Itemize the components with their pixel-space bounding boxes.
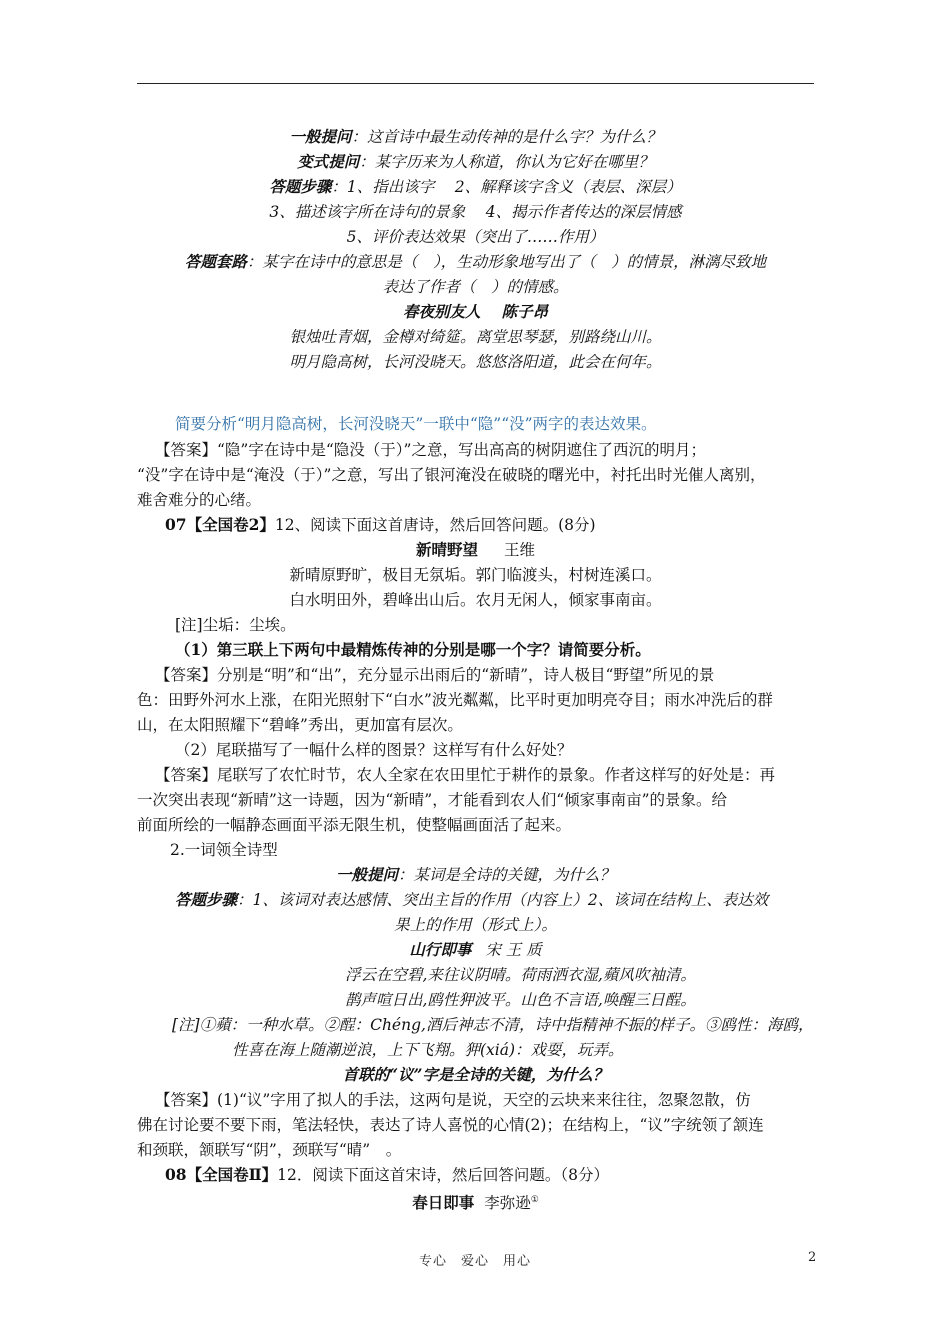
question-header — [165, 1165, 842, 1185]
answer-text: 前面所绘的一幅静态画面平添无限生机，使整幅画面活了起来。 — [137, 816, 572, 834]
poem-title: 春日即事 — [412, 1193, 475, 1213]
poem-line: 浮云在空碧,来往议阴晴。荷雨洒衣湿,蘋风吹袖清。 — [345, 966, 696, 984]
question-source: 07【全国卷2】 — [165, 515, 275, 534]
answer-text: 【答案】分别是“明”和“出”，充分显示出雨后的“新晴”，诗人极目“野望”所见的景 — [155, 666, 715, 684]
variant-question-text: ：某字历来为人称道，你认为它好在哪里？ — [359, 153, 654, 171]
answer-text: 一次突出表现“新晴”这一诗题，因为“新晴”，才能看到农人们“倾家事南亩”的景象。给 — [137, 791, 728, 809]
poem-author: 王维 — [504, 541, 536, 559]
answer-template-line-2: 表达了作者（ ）的情感。 — [382, 278, 569, 296]
general-question-label: 一般提问 — [335, 865, 398, 884]
general-question-text: ：这首诗中最生动传神的是什么字？为什么？ — [351, 128, 662, 146]
poem-author: 宋 王 质 — [485, 941, 542, 959]
poem-line: 明月隐高树，长河没晓天。悠悠洛阳道，此会在何年。 — [289, 353, 662, 371]
poem-author: 李弥逊 — [484, 1194, 531, 1213]
answer-template-line — [137, 252, 814, 272]
answer-text: 难舍难分的心绪。 — [137, 491, 262, 509]
sub-question: （1）第三联上下两句中最精炼传神的分别是哪一个字？请简要分析。 — [175, 640, 651, 659]
question-text: 简要分析“明月隐高树，长河没晓天”一联中“隐”“没”两字的表达效果。 — [175, 415, 657, 433]
general-question-label: 一般提问 — [289, 127, 352, 146]
page-number: 2 — [808, 1250, 817, 1265]
answer-steps-text: ：1、该词对表达感情、突出主旨的作用（内容上）2、该词在结构上、表达效 — [237, 891, 769, 909]
sub-question: （2）尾联描写了一幅什么样的图景？这样写有什么好处？ — [175, 741, 573, 759]
poem-note: [注]尘垢：尘埃。 — [175, 616, 296, 634]
general-question-line — [137, 865, 814, 885]
question-instruction: 12．阅读下面这首宋诗，然后回答问题。（8分） — [277, 1166, 609, 1184]
question-source: 08【全国卷Ⅱ】 — [165, 1165, 278, 1184]
poem-note: 性喜在海上随潮逆浪，上下飞翔。狎(xiá)：戏耍，玩弄。 — [232, 1041, 624, 1059]
answer-template-label: 答题套路 — [184, 252, 247, 271]
answer-template-text: ：某字在诗中的意思是（ ），生动形象地写出了（ ）的情景，淋漓尽致地 — [246, 253, 767, 271]
poem-note: [注]①蘋：一种水草。②酲：Chéng,酒后神志不清，诗中指精神不振的样子。③鸥性：海鸥， — [172, 1016, 814, 1034]
variant-question-line — [137, 152, 814, 172]
poem-title: 新晴野望 — [415, 540, 478, 559]
question-text: 首联的“议”字是全诗的关键，为什么？ — [342, 1065, 609, 1084]
answer-steps-line-3: 5、评价表达效果（突出了……作用） — [346, 228, 605, 246]
poem-title-line — [137, 540, 814, 560]
poem-title-line — [137, 1190, 814, 1213]
footnote-marker: ① — [530, 1195, 539, 1205]
answer-text: 和颈联，颔联写“阴”，颈联写“晴” 。 — [137, 1141, 402, 1159]
answer-text: 【答案】尾联写了农忙时节，农人全家在农田里忙于耕作的景象。作者这样写的好处是：再 — [155, 766, 776, 784]
poem-title: 山行即事 — [409, 940, 472, 959]
poem-line: 新晴原野旷，极目无氛垢。郭门临渡头，村树连溪口。 — [289, 566, 662, 584]
question-instruction: 12、阅读下面这首唐诗，然后回答问题。(8分) — [274, 516, 596, 534]
answer-text: 【答案】“隐”字在诗中是“隐没（于）”之意，写出高高的树阴遮住了西沉的明月； — [155, 441, 706, 459]
question-header — [165, 515, 842, 535]
page-footer: 专心 爱心 用心 — [418, 1254, 531, 1269]
variant-question-label: 变式提问 — [297, 152, 360, 171]
section-heading: 2.一词领全诗型 — [170, 841, 278, 859]
answer-steps-line — [137, 177, 814, 197]
answer-text: 色：田野外河水上涨，在阳光照射下“白水”波光粼粼，比平时更加明亮夺目；雨水冲洗后的群 — [137, 691, 773, 709]
answer-text: 佛在讨论要不要下雨，笔法轻快，表达了诗人喜悦的心情(2)；在结构上，“议”字统领了颔连 — [137, 1116, 764, 1134]
answer-text: 【答案】(1)“议”字用了拟人的手法，这两句是说，天空的云块来来往往，忽聚忽散，仿 — [155, 1091, 751, 1109]
poem-line: 鹊声喧日出,鸥性狎波平。山色不言语,唤醒三日酲。 — [345, 991, 696, 1009]
answer-text: 山，在太阳照耀下“碧峰”秀出，更加富有层次。 — [137, 716, 463, 734]
answer-text: “没”字在诗中是“淹没（于）”之意，写出了银河淹没在破晓的曙光中，衬托出时光催人离别， — [137, 466, 766, 484]
answer-steps-line-2: 3、描述该字所在诗句的景象 4、揭示作者传达的深层情感 — [269, 203, 682, 221]
poem-title: 春夜别友人 陈子昂 — [403, 302, 548, 321]
general-question-text: ：某词是全诗的关键，为什么？ — [398, 866, 616, 884]
poem-title-line — [137, 940, 814, 960]
header-rule — [137, 83, 814, 84]
answer-steps-label: 答题步骤 — [175, 890, 238, 909]
answer-steps-line-2: 果上的作用（形式上）。 — [394, 916, 557, 934]
general-question-line — [137, 127, 814, 147]
poem-line: 银烛吐青烟，金樽对绮筵。离堂思琴瑟，别路绕山川。 — [289, 328, 662, 346]
answer-steps-line — [175, 890, 852, 910]
answer-steps-label: 答题步骤 — [269, 177, 332, 196]
poem-line: 白水明田外，碧峰出山后。农月无闲人，倾家事南亩。 — [289, 591, 662, 609]
answer-steps-text: ：1、指出该字 2、解释该字含义（表层、深层） — [331, 178, 682, 196]
